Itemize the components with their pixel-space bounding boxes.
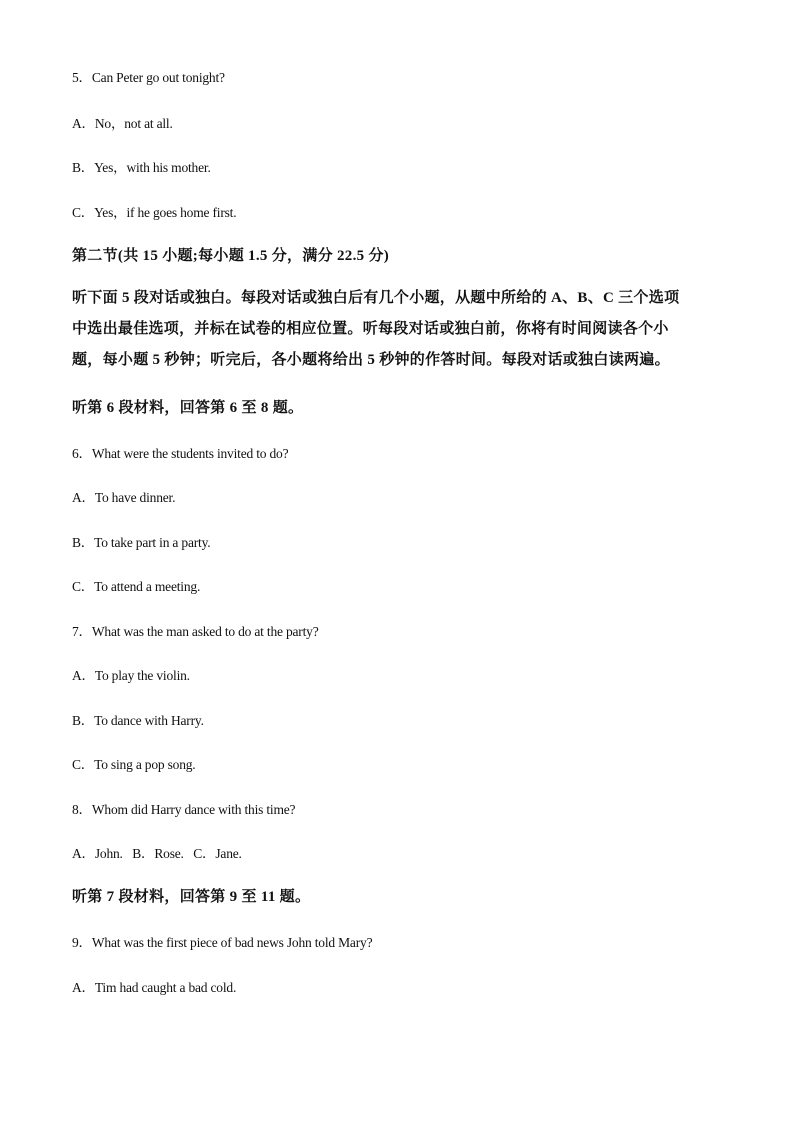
instruction-line-2: 中选出最佳选项，并标在试卷的相应位置。听每段对话或独白前，你将有时间阅读各个小: [72, 321, 669, 337]
instruction-line-3: 题，每小题 5 秒钟；听完后，各小题将给出 5 秒钟的作答时间。每段对话或独白读两遍。: [72, 352, 670, 368]
q5-option-c: C．Yes，if he goes home first.: [72, 205, 237, 220]
q9-option-a: A．Tim had caught a bad cold.: [72, 980, 237, 995]
question-7: 7．What was the man asked to do at the party?: [72, 624, 319, 639]
question-5: 5．Can Peter go out tonight?: [72, 70, 225, 85]
q7-option-c: C．To sing a pop song.: [72, 757, 196, 772]
q8-options: A．John. B．Rose. C．Jane.: [72, 846, 242, 861]
instruction-line-1: 听下面 5 段对话或独白。每段对话或独白后有几个小题，从题中所给的 A、B、C 三个选项: [72, 290, 680, 306]
q5-option-b: B．Yes，with his mother.: [72, 160, 211, 175]
question-8: 8．Whom did Harry dance with this time?: [72, 802, 296, 817]
material-6-heading: 听第 6 段材料，回答第 6 至 8 题。: [72, 400, 304, 416]
q5-option-a: A．No，not at all.: [72, 116, 173, 131]
section-2-instructions: [72, 283, 724, 376]
q6-option-a: A．To have dinner.: [72, 490, 176, 505]
q6-option-b: B．To take part in a party.: [72, 535, 211, 550]
question-9: 9．What was the first piece of bad news John told Mary?: [72, 935, 373, 950]
q7-option-b: B．To dance with Harry.: [72, 713, 204, 728]
q6-option-c: C．To attend a meeting.: [72, 579, 201, 594]
q7-option-a: A．To play the violin.: [72, 668, 190, 683]
material-7-heading: 听第 7 段材料，回答第 9 至 11 题。: [72, 889, 311, 905]
question-6: 6．What were the students invited to do?: [72, 446, 289, 461]
section-2-title: 第二节(共 15 小题;每小题 1.5 分，满分 22.5 分): [72, 248, 390, 264]
